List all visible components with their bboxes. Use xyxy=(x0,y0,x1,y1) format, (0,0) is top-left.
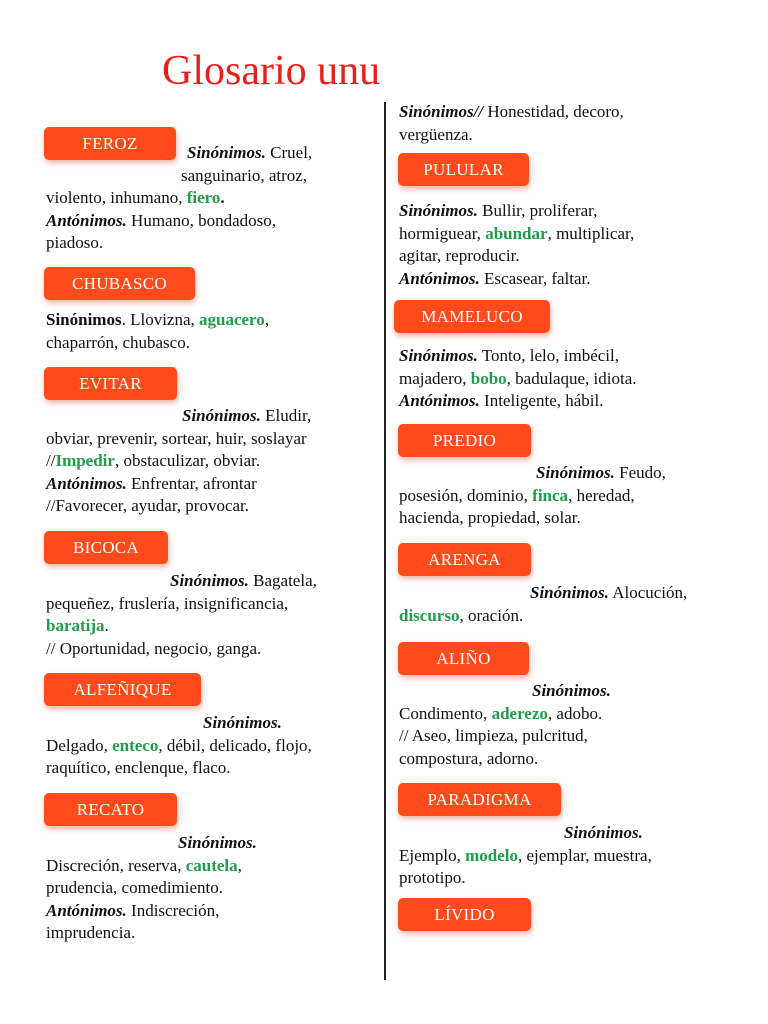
term-arenga: ARENGA xyxy=(398,543,531,576)
label-sinonimos: Sinónimos. xyxy=(178,833,257,852)
column-divider xyxy=(384,102,386,980)
text: Escasear, faltar. xyxy=(479,268,591,288)
text: //Favorecer, ayudar, provocar. xyxy=(46,496,250,515)
highlight-word: Impedir xyxy=(55,451,115,470)
definition-evitar xyxy=(46,405,311,518)
definition-feroz xyxy=(46,142,312,255)
text: , obstaculizar, obviar. xyxy=(114,451,261,470)
term-paradigma: PARADIGMA xyxy=(398,783,561,816)
label-sinonimos: Sinónimos xyxy=(46,310,122,329)
term-mameluco: MAMELUCO xyxy=(394,300,550,333)
label-sinonimos: Sinónimos. xyxy=(182,406,261,425)
definition-recato xyxy=(46,832,257,945)
term-feroz: FEROZ xyxy=(44,127,176,160)
page-title: Glosario unu xyxy=(162,48,381,94)
text: violento, inhumano, xyxy=(46,188,187,207)
term-predio: PREDIO xyxy=(398,424,531,457)
text: Indiscreción, xyxy=(126,900,220,920)
highlight-word: aguacero xyxy=(199,310,265,329)
definition-alfenique xyxy=(46,712,312,780)
text: prudencia, comedimiento. xyxy=(46,878,224,897)
highlight-word: finca xyxy=(532,485,569,505)
text: Bagatela, xyxy=(248,571,317,590)
highlight-word: discurso xyxy=(399,605,460,625)
highlight-word: bobo xyxy=(470,368,507,388)
text: // Oportunidad, negocio, ganga. xyxy=(46,638,262,658)
text: Tonto, lelo, imbécil, xyxy=(477,346,619,365)
definition-predio xyxy=(399,462,666,530)
text: // Aseo, limpieza, pulcritud, xyxy=(399,726,588,745)
highlight-word: fiero xyxy=(186,188,221,207)
text: prototipo. xyxy=(399,868,466,887)
definition-arenga xyxy=(399,582,687,627)
text: Cruel, xyxy=(265,143,313,162)
text: Bullir, proliferar, xyxy=(477,201,598,220)
text: Honestidad, decoro, xyxy=(483,102,624,121)
text: obviar, prevenir, sortear, huir, soslayar xyxy=(46,428,307,448)
label-sinonimos: Sinónimos. xyxy=(399,201,478,220)
highlight-word: modelo xyxy=(465,845,518,865)
definition-chubasco xyxy=(46,309,269,354)
text: raquítico, enclenque, flaco. xyxy=(46,758,231,777)
term-recato: RECATO xyxy=(44,793,177,826)
text: , badulaque, idiota. xyxy=(506,368,637,388)
text: chaparrón, chubasco. xyxy=(46,332,190,352)
highlight-word: enteco xyxy=(112,735,159,755)
text: Feudo, xyxy=(614,463,666,482)
label-sinonimos: Sinónimos. xyxy=(203,713,282,732)
label-antonimos: Antónimos. xyxy=(399,391,480,410)
highlight-word: baratija xyxy=(46,616,105,635)
term-livido: LÍVIDO xyxy=(398,898,531,931)
text: Condimento, xyxy=(399,703,492,723)
text: , multiplicar, xyxy=(547,223,635,243)
highlight-word: abundar xyxy=(485,223,548,243)
definition-alino xyxy=(399,680,611,770)
text: Inteligente, hábil. xyxy=(479,391,604,410)
text: , heredad, xyxy=(568,485,635,505)
label-antonimos: Antónimos. xyxy=(46,900,127,920)
label-sinonimos: Sinónimos. xyxy=(530,583,609,602)
definition-continued xyxy=(399,101,624,146)
label-antonimos: Antónimos. xyxy=(46,473,127,493)
text: hormiguear, xyxy=(399,223,486,243)
text: piadoso. xyxy=(46,233,104,252)
highlight-word: cautela xyxy=(185,855,238,875)
text: // xyxy=(46,451,56,470)
text: hacienda, propiedad, solar. xyxy=(399,508,581,527)
text: , xyxy=(264,310,270,329)
text: compostura, adorno. xyxy=(399,748,539,768)
text: Humano, bondadoso, xyxy=(126,210,277,230)
label-antonimos: Antónimos. xyxy=(399,268,480,288)
term-bicoca: BICOCA xyxy=(44,531,168,564)
text: , ejemplar, muestra, xyxy=(518,845,652,865)
text: . xyxy=(220,188,225,207)
definition-pulular xyxy=(399,200,634,290)
text: Enfrentar, afrontar xyxy=(126,473,257,493)
text: , débil, delicado, flojo, xyxy=(158,735,312,755)
definition-mameluco xyxy=(399,345,637,413)
text: agitar, reproducir. xyxy=(399,246,520,265)
text: majadero, xyxy=(399,368,471,388)
label-sinonimos: Sinónimos. xyxy=(170,571,249,590)
label-sinonimos: Sinónimos. xyxy=(399,346,478,365)
label-sinonimos: Sinónimos. xyxy=(536,463,615,482)
text: . Llovizna, xyxy=(121,310,200,329)
text: , xyxy=(237,855,242,875)
text: imprudencia. xyxy=(46,923,136,942)
definition-paradigma xyxy=(399,822,652,890)
text: sanguinario, atroz, xyxy=(181,165,308,185)
term-chubasco: CHUBASCO xyxy=(44,267,195,300)
text: Eludir, xyxy=(260,406,312,425)
label-sinonimos: Sinónimos. xyxy=(564,823,643,842)
text: vergüenza. xyxy=(399,124,473,144)
term-alfenique: ALFEÑIQUE xyxy=(44,673,201,706)
text: Delgado, xyxy=(46,735,113,755)
definition-bicoca xyxy=(46,570,317,660)
label-sinonimos: Sinónimos// xyxy=(399,102,484,121)
text: . xyxy=(104,616,109,635)
text: posesión, dominio, xyxy=(399,485,533,505)
term-pulular: PULULAR xyxy=(398,153,529,186)
text: , adobo. xyxy=(547,703,603,723)
text: pequeñez, fruslería, insignificancia, xyxy=(46,593,289,613)
text: Alocución, xyxy=(608,583,688,602)
label-sinonimos: Sinónimos. xyxy=(187,143,266,162)
text: Discreción, reserva, xyxy=(46,855,186,875)
term-evitar: EVITAR xyxy=(44,367,177,400)
label-sinonimos: Sinónimos. xyxy=(532,681,611,700)
text: , oración. xyxy=(459,605,524,625)
highlight-word: aderezo xyxy=(491,703,548,723)
term-alino: ALIÑO xyxy=(398,642,529,675)
text: Ejemplo, xyxy=(399,845,466,865)
label-antonimos: Antónimos. xyxy=(46,210,127,230)
